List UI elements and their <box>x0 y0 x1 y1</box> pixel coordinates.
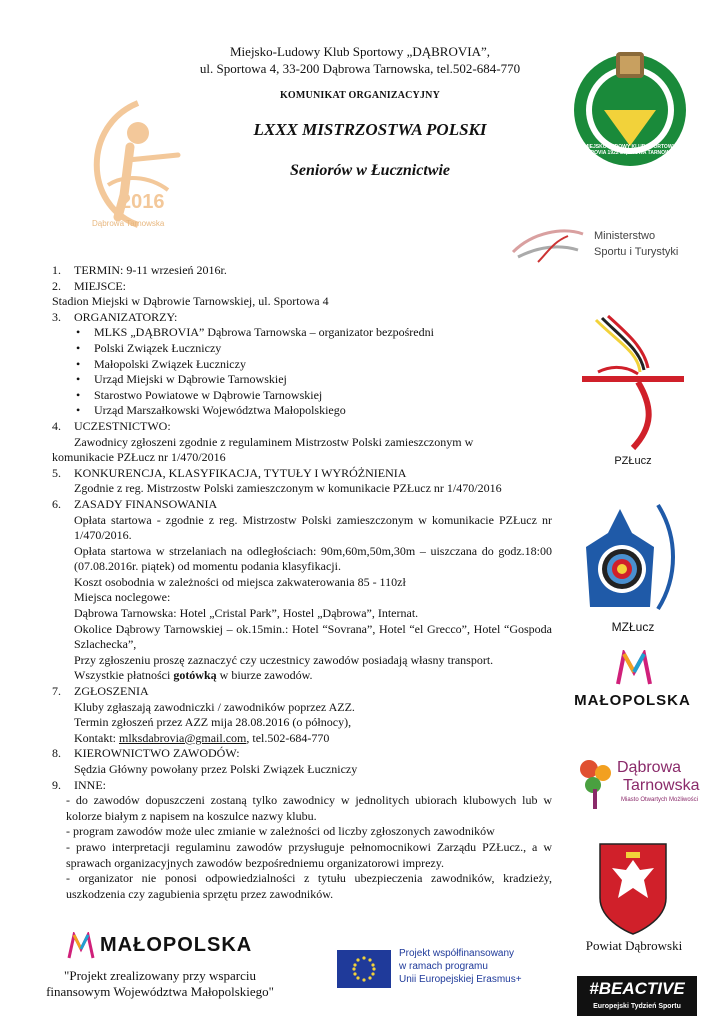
document-body <box>52 263 552 902</box>
payments-text-c: w biurze zawodów. <box>216 668 313 683</box>
section-6-heading: ZASADY FINANSOWANIA <box>74 496 218 511</box>
section-6-hotels-nearby: Okolice Dąbrowy Tarnowskiej – ok.15min.: Hotel “Sovrana”, Hotel “el Grecco”, Hotel “Gospoda Szlachecka”, <box>74 621 552 652</box>
dabrowa-tagline: Miasto Otwartych Możliwości <box>621 797 699 803</box>
section-2: 2. MIEJSCE: <box>52 278 127 293</box>
club-address-line: ul. Sportowa 4, 33-200 Dąbrowa Tarnowska, tel.502-684-770 <box>199 61 521 76</box>
payments-cash: gotówką <box>173 668 217 683</box>
powiat-caption: Powiat Dąbrowski <box>585 938 683 953</box>
section-6-accommodation-heading: Miejsca noclegowe: <box>74 590 171 605</box>
target-archer-icon <box>578 497 688 617</box>
archer-icon <box>78 95 188 235</box>
contact-email-link[interactable]: mlksdabrovia@gmail.com <box>119 730 247 745</box>
organizer-item: • MLKS „DĄBROVIA” Dąbrowa Tarnowska – organizator bezpośredni <box>52 325 552 341</box>
footer-quote-line1: "Projekt zrealizowany przy wsparciu <box>64 968 256 983</box>
section-1-text: TERMIN: 9-11 wrzesień 2016r. <box>74 263 227 277</box>
section-2-heading: MIEJSCE: <box>74 278 127 293</box>
malopolska-logo <box>570 650 695 714</box>
section-8-text: Sędzia Główny powołany przez Polski Związek Łuczniczy <box>74 762 358 776</box>
dabrowa-line1: Dąbrowa <box>617 759 682 776</box>
section-6-fee: Opłata startowa - zgodnie z reg. Mistrzostw Polski zamieszczonym w komunikacie PZŁucz nr 1/470/2016. <box>74 512 552 543</box>
malopolska-m-icon <box>614 650 654 686</box>
section-4: 4. UCZESTNICTWO: <box>52 418 171 433</box>
tree-icon <box>575 755 615 811</box>
section-2-text: Stadion Miejski w Dąbrowie Tarnowskiej, ul. Sportowa 4 <box>52 294 329 309</box>
club-badge <box>570 46 690 170</box>
pzlucz-logo <box>578 312 688 470</box>
mzlucz-caption: MZŁucz <box>611 620 655 634</box>
section-7: 7. ZGŁOSZENIA <box>52 684 149 699</box>
malopolska-side-text: MAŁOPOLSKA <box>574 692 691 709</box>
section-6-fee-distance: Opłata startowa w strzelaniach na odległościach: 90m,60m,50m,30m – uiszczana do godz.18:00 (07.08.2016r. piątek) od momentu podania klasyfikacji. <box>74 543 552 574</box>
section-9-p3: - prawo interpretacji regulaminu zawodów przysługuje pełnomocnikowi Zarządu PZŁucz., a w sprawach organizacyjnych zawodów bezpośredniemu organizatorowi imprezy. <box>66 839 552 870</box>
section-4-text-b: komunikacie PZŁucz nr 1/470/2016 <box>52 450 226 465</box>
club-name-line: Miejsko-Ludowy Klub Sportowy „DĄBROVIA”, <box>230 44 490 59</box>
footer-malopolska-text: MAŁOPOLSKA <box>100 934 253 956</box>
event-subtitle: Seniorów w Łucznictwie <box>289 162 451 179</box>
bow-icon <box>578 312 688 452</box>
event-logo-city: Dąbrowa Tarnowska <box>92 219 165 228</box>
dabrowa-line2: Tarnowska <box>623 777 700 794</box>
ministry-line1: Ministerstwo <box>594 230 656 242</box>
payments-text-a: Wszystkie płatności <box>74 668 174 683</box>
section-3: 3. ORGANIZATORZY: <box>52 309 178 324</box>
footer-quote-line2: finansowym Województwa Małopolskiego" <box>46 984 274 999</box>
section-8: 8. KIEROWNICTWO ZAWODÓW: <box>52 746 240 761</box>
footer-malopolska-logo <box>66 930 256 966</box>
organizer-item: • Polski Związek Łuczniczy <box>52 341 552 357</box>
erasmus-line3: Unii Europejskiej Erasmus+ <box>399 974 522 985</box>
section-6-cost: Koszt osobodnia w zależności od miejsca zakwaterowania 85 - 110zł <box>74 574 406 589</box>
eagle-shield-icon <box>598 842 668 936</box>
section-7-contact <box>52 731 552 747</box>
section-8-heading: KIEROWNICTWO ZAWODÓW: <box>74 746 240 761</box>
erasmus-line1: Projekt współfinansowany <box>399 948 515 959</box>
erasmus-line2: w ramach programu <box>399 961 488 972</box>
section-9-heading: INNE: <box>74 777 106 792</box>
section-9-p4: - organizator nie ponosi odpowiedzialności z tytułu ubezpieczenia zawodników, kradzieży, uszkodzenia czy zagubienia sprzętu przez zawodników. <box>66 871 552 901</box>
powiat-logo <box>572 842 696 956</box>
organizer-item: • Urząd Miejski w Dąbrowie Tarnowskiej <box>52 372 552 388</box>
section-9-p2: - program zawodów może ulec zmianie w zależności od liczby zgłoszonych zawodników <box>66 824 495 839</box>
section-9: 9. INNE: <box>52 777 106 792</box>
organizer-item: • Starostwo Powiatowe w Dąbrowie Tarnowskiej <box>52 388 552 404</box>
section-6-payments <box>52 668 552 684</box>
contact-phone: , tel.502-684-770 <box>246 730 330 745</box>
beactive-logo <box>577 976 697 1016</box>
eu-flag-icon <box>337 950 391 988</box>
event-logo-year: 2016 <box>120 191 165 213</box>
section-4-text-a: Zawodnicy zgłoszeni zgodnie z regulaminem Mistrzostw Polski zamieszczonym w <box>74 434 474 449</box>
section-5-text: Zgodnie z reg. Mistrzostw Polski zamieszczonym w komunikacie PZŁucz nr 1/470/2016 <box>74 481 502 496</box>
section-9-p1: - do zawodów dopuszczeni zostaną tylko zawodnicy w jednolitych ubiorach klubowych lub w kolorze białym z napisem na koszulce nazwy klubu. <box>66 793 552 823</box>
section-5: 5. KONKURENCJA, KLASYFIKACJA, TYTUŁY I WYRÓŻNIENIA <box>52 465 407 480</box>
section-1: 1. TERMIN: 9-11 wrzesień 2016r. <box>52 263 227 277</box>
section-6: 6. ZASADY FINANSOWANIA <box>52 496 218 511</box>
section-5-heading: KONKURENCJA, KLASYFIKACJA, TYTUŁY I WYRÓŻNIENIA <box>74 465 407 480</box>
section-6-hotels-city: Dąbrowa Tarnowska: Hotel „Cristal Park”, Hostel „Dąbrowa”, Internat. <box>74 606 419 621</box>
event-logo <box>78 95 188 235</box>
mzlucz-logo <box>578 497 688 635</box>
organizer-item: • Urząd Marszałkowski Województwa Małopolskiego <box>52 403 552 419</box>
ministry-line2: Sportu i Turystyki <box>594 246 679 258</box>
section-3-heading: ORGANIZATORZY: <box>74 309 178 324</box>
pzlucz-caption: PZŁucz <box>614 455 652 467</box>
section-7-heading: ZGŁOSZENIA <box>74 684 149 699</box>
organizer-item: • Małopolski Związek Łuczniczy <box>52 357 552 373</box>
event-title: LXXX MISTRZOSTWA POLSKI <box>253 120 487 139</box>
erasmus-logo <box>337 944 559 994</box>
dabrowa-city-logo <box>575 755 705 815</box>
section-7-line1: Kluby zgłaszają zawodniczki / zawodników poprzez AZZ. <box>74 699 355 714</box>
footer-malopolska-m-icon <box>66 932 96 960</box>
beactive-text: #BEACTIVE <box>589 979 685 998</box>
beactive-subtext: Europejski Tydzień Sportu <box>593 1003 681 1010</box>
section-4-heading: UCZESTNICTWO: <box>74 418 171 433</box>
section-7-line2: Termin zgłoszeń przez AZZ mija 28.08.2016 (o północy), <box>74 715 352 730</box>
contact-label: Kontakt: <box>74 730 119 745</box>
section-6-transport: Przy zgłoszeniu proszę zaznaczyć czy uczestnicy zawodów posiadają własny transport. <box>74 652 494 667</box>
club-badge-text: MIEJSKO LUDOWY KLUB SPORTOWY DĄBROVIA 1922 DĄBROWA TARNOWSKA <box>579 144 681 156</box>
document-type: KOMUNIKAT ORGANIZACYJNY <box>279 90 441 101</box>
